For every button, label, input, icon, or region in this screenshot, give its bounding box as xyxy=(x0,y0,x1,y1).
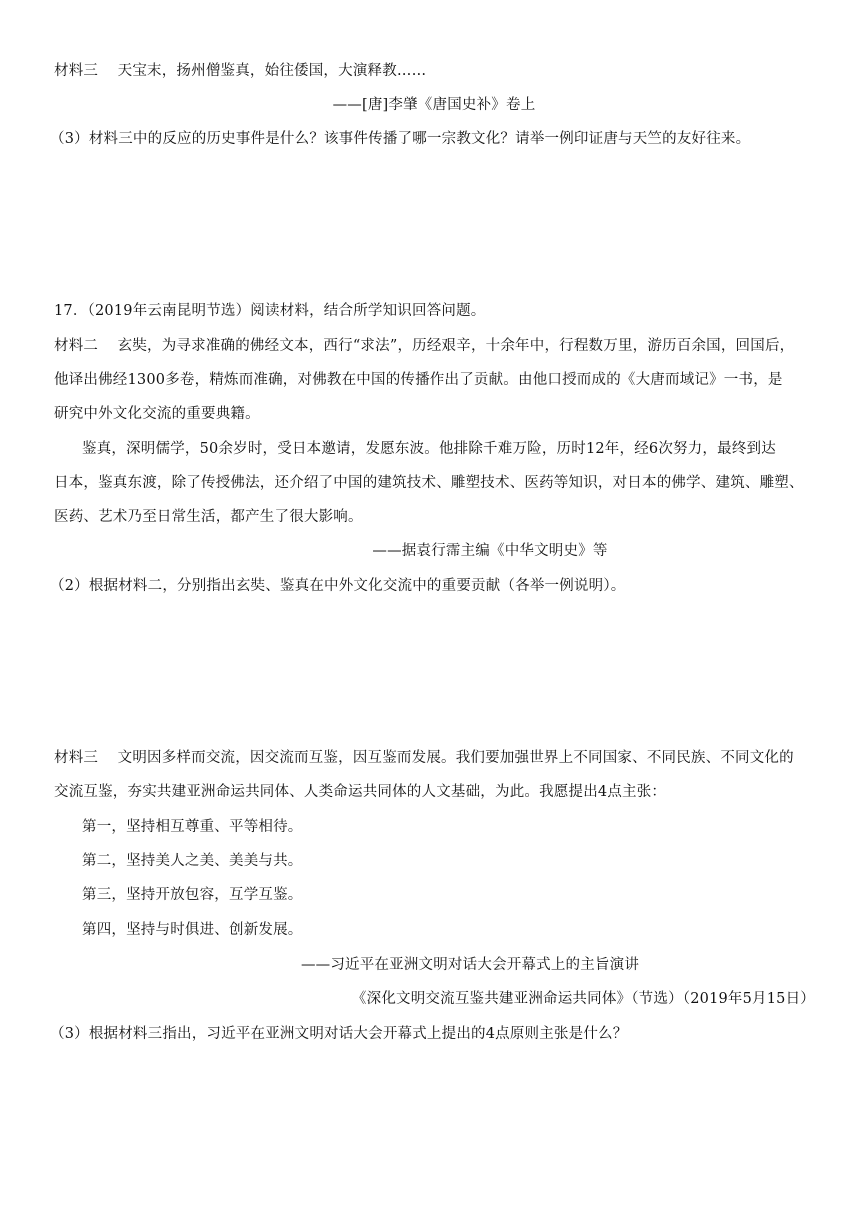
material-3-tang-line xyxy=(54,61,814,81)
source-citation: ——习近平在亚洲文明对话大会开幕式上的主旨演讲 xyxy=(300,957,640,973)
material-text: 天宝末，扬州僧鉴真，始往倭国，大演释教…… xyxy=(117,63,427,79)
material-label: 材料二 xyxy=(54,338,99,354)
point-item: 第一，坚持相互尊重、平等相待。 xyxy=(82,819,303,835)
paragraph-line: 交流互鉴，夯实共建亚洲命运共同体、人类命运共同体的人文基础，为此。我愿提出4点主张： xyxy=(54,784,667,800)
point-item: 第二，坚持美人之美、美美与共。 xyxy=(82,853,303,869)
question-3c: （3）根据材料三指出，习近平在亚洲文明对话大会开幕式上提出的4点原则主张是什么？ xyxy=(50,1026,628,1042)
point-item: 第四，坚持与时俱进、创新发展。 xyxy=(82,922,303,938)
paragraph-line: 鉴真，深明儒学，50余岁时，受日本邀请，发愿东波。他排除千难万险，历时12年，经6次努力，最终到达 xyxy=(82,441,776,457)
question-header-17: 17．（2019年云南昆明节选）阅读材料，结合所学知识回答问题。 xyxy=(54,303,486,319)
paragraph-line: 医药、艺术乃至日常生活，都产生了很大影响。 xyxy=(54,509,363,525)
question-2b: （2）根据材料二，分别指出玄奘、鉴真在中外文化交流中的重要贡献（各举一例说明）。 xyxy=(50,578,626,594)
paragraph-line: 日本，鉴真东渡，除了传授佛法，还介绍了中国的建筑技术、雕塑技术、医药等知识，对日本的佛学、建筑、雕塑、 xyxy=(54,475,804,491)
paragraph-line: 研究中外文化交流的重要典籍。 xyxy=(54,406,260,422)
paragraph-line: 玄奘，为寻求准确的佛经文本，西行“求法”，历经艰辛，十余年中，行程数万里，游历百余国，回国后， xyxy=(117,338,795,354)
source-citation-title: 《深化文明交流互鉴共建亚洲命运共同体》（节选）（2019年5月15日） xyxy=(351,991,815,1007)
question-3a: （3）材料三中的反应的历史事件是什么？该事件传播了哪一宗教文化？请举一例印证唐与天竺的友好往来。 xyxy=(50,131,751,147)
paragraph-line: 他译出佛经1300多卷，精炼而准确，对佛教在中国的传播作出了贡献。由他口授而成的《大唐而域记》一书，是 xyxy=(54,372,783,388)
source-citation: ——据袁行霈主编《中华文明史》等 xyxy=(372,543,608,559)
material-label: 材料三 xyxy=(54,750,99,766)
source-citation: ——[唐]李肇《唐国史补》卷上 xyxy=(332,97,536,113)
material-2-line-1 xyxy=(54,336,814,356)
material-label: 材料三 xyxy=(54,63,99,79)
paragraph-line: 文明因多样而交流，因交流而互鉴，因互鉴而发展。我们要加强世界上不同国家、不同民族、不同文化的 xyxy=(117,750,794,766)
material-3-line-1 xyxy=(54,748,814,768)
point-item: 第三，坚持开放包容，互学互鉴。 xyxy=(82,887,303,903)
